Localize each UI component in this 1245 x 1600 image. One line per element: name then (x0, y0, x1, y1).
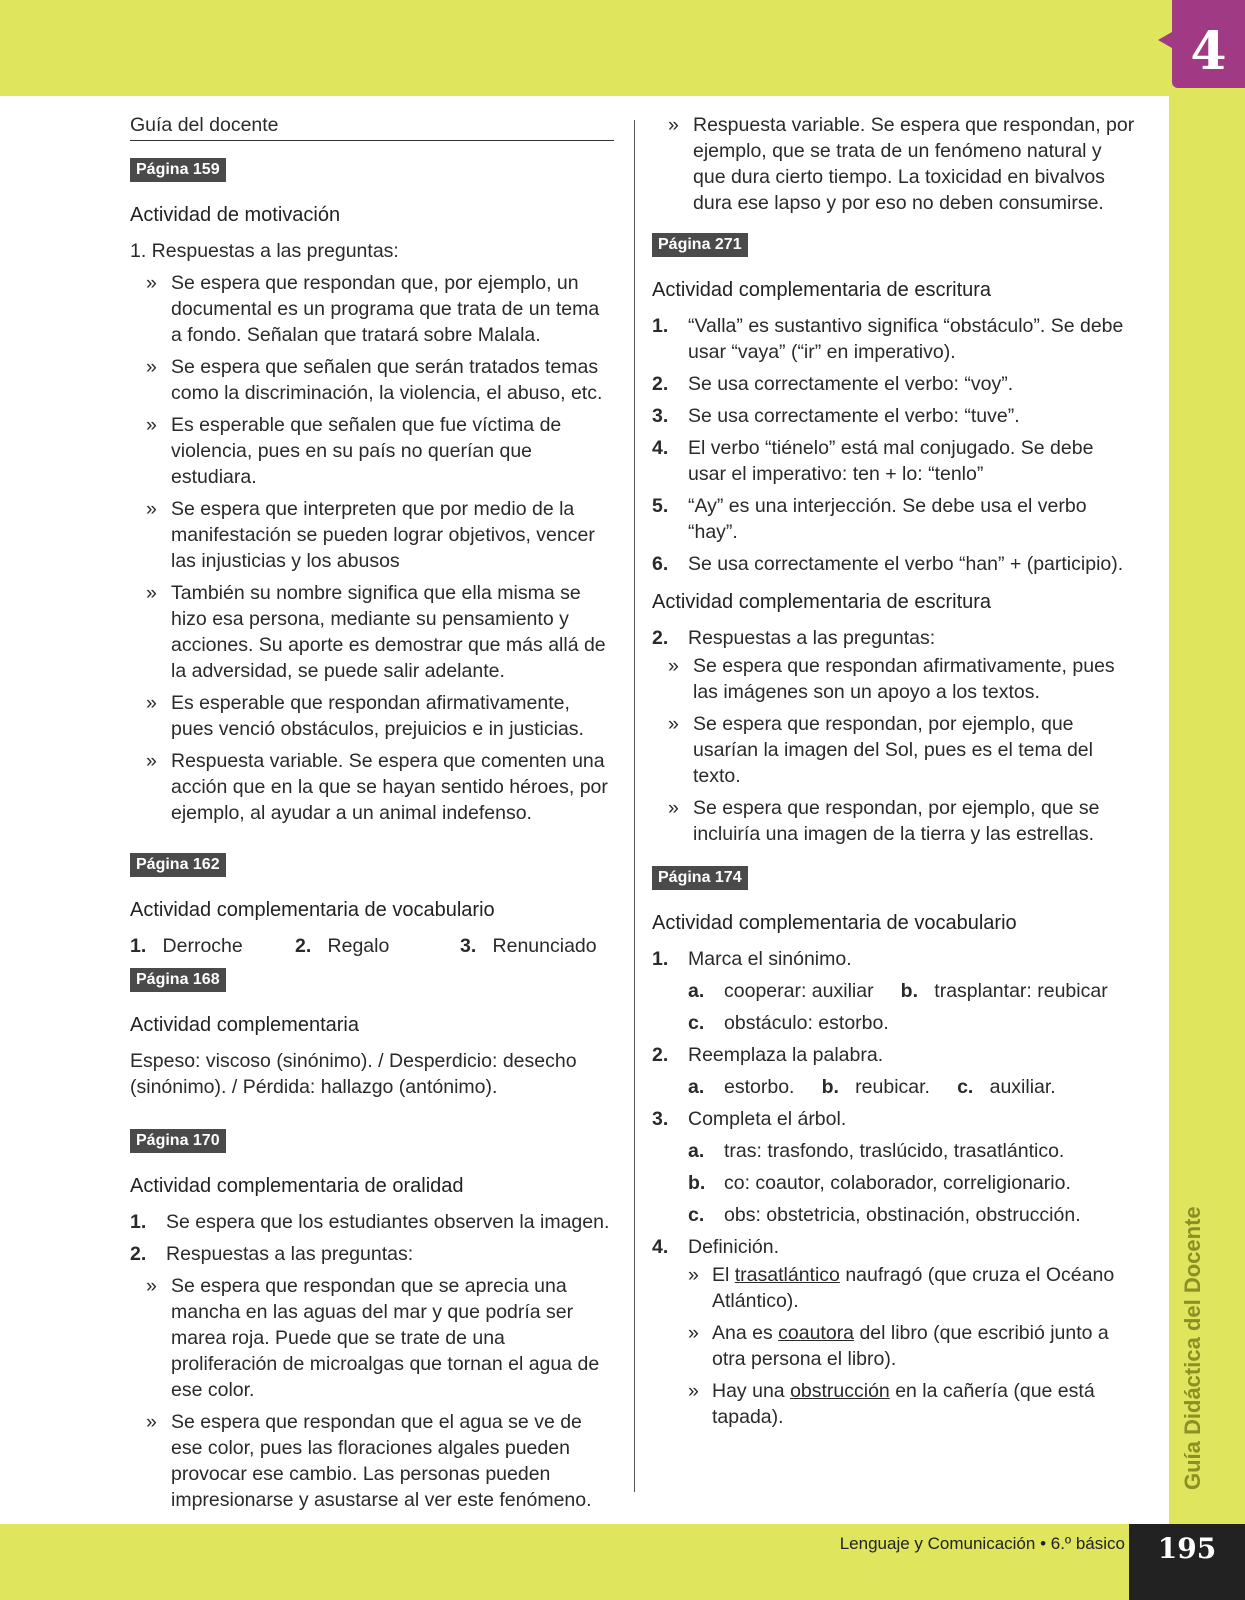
page-tag-162: Página 162 (130, 853, 226, 877)
item-text: cooperar: auxiliar (724, 980, 874, 1002)
side-label: Guía Didáctica del Docente (1180, 1206, 1205, 1490)
item-number: 6. (652, 553, 669, 575)
item-letter: c. (957, 1076, 974, 1098)
question-intro: 1. Respuestas a las preguntas: (130, 240, 399, 262)
lettered-item (652, 1010, 1136, 1036)
underlined-word: coautora (778, 1322, 855, 1344)
item-letter: b. (821, 1076, 839, 1098)
item-number: 3. (652, 405, 669, 427)
item-number: 2. (130, 1243, 147, 1265)
item-number: 5. (652, 495, 669, 517)
item-number: 1. (130, 1211, 147, 1233)
section-heading: Actividad complementaria de escritura (652, 591, 992, 613)
item-text: estorbo. (724, 1076, 795, 1098)
item-number: 4. (652, 437, 669, 459)
lettered-item (652, 1074, 1136, 1100)
section-heading: Actividad complementaria de oralidad (130, 1175, 464, 1197)
section-heading: Actividad complementaria de vocabulario (652, 912, 1017, 934)
definition-item (652, 1320, 1136, 1372)
underlined-word: trasatlántico (734, 1264, 840, 1286)
numbered-item (652, 435, 1136, 487)
left-column (130, 112, 614, 1519)
numbered-item (652, 625, 1136, 651)
text: del libro (que escribió junto a otra persona el libro). (712, 1322, 1109, 1370)
item-letter: c. (688, 1012, 705, 1034)
column-divider (634, 120, 635, 1492)
definition-item (652, 1378, 1136, 1430)
list-item: » Es esperable que señalen que fue víctima de violencia, pues en su país no querían que estudiara. (130, 412, 614, 490)
numbered-item (652, 946, 1136, 972)
item-text: Reemplaza la palabra. (688, 1044, 884, 1066)
paragraph: Espeso: viscoso (sinónimo). / Desperdicio: desecho (sinónimo). / Pérdida: hallazgo (antónimo). (130, 1050, 577, 1098)
numbered-item (130, 1241, 614, 1267)
section-heading: Actividad complementaria (130, 1014, 359, 1036)
list-item: » Es esperable que respondan afirmativamente, pues venció obstáculos, prejuicios e in justicias. (130, 690, 614, 742)
list-item: » Respuesta variable. Se espera que respondan, por ejemplo, que se trata de un fenómeno natural y que dura cierto tiempo. La toxicidad en bivalvos dura ese lapso y por eso no deben consumirse. (652, 112, 1136, 216)
item-text: Se usa correctamente el verbo: “voy”. (688, 373, 1014, 395)
page-tag-271: Página 271 (652, 233, 748, 257)
lettered-item (652, 1138, 1136, 1164)
numbered-item (652, 313, 1136, 365)
numbered-item (652, 551, 1136, 577)
item-text: co: coautor, colaborador, correligionario. (724, 1172, 1071, 1194)
list-item: » También su nombre significa que ella misma se hizo esa persona, mediante su pensamiento y acciones. Su aporte es demostrar que más allá de la adversidad, se puede salir adelante. (130, 580, 614, 684)
list-item: » Se espera que interpreten que por medio de la manifestación se pueden lograr objetivos, vencer las injusticias y los abusos (130, 496, 614, 574)
numbered-item (652, 493, 1136, 545)
item-text: Se usa correctamente el verbo “han” + (participio). (688, 553, 1124, 575)
numbered-item (652, 1106, 1136, 1132)
item-text: “Valla” es sustantivo significa “obstáculo”. Se debe usar “vaya” (“ir” en imperativo). (688, 315, 1124, 363)
page-tag-159: Página 159 (130, 158, 226, 182)
text: Hay una (712, 1380, 791, 1402)
item-number: 2. (652, 373, 669, 395)
numbered-item (652, 1234, 1136, 1260)
item-text: Definición. (688, 1236, 780, 1258)
list-item: » Se espera que respondan que, por ejemplo, un documental es un programa que trata de un tema a fondo. Señalan que tratará sobre Malala. (130, 270, 614, 348)
item-number: 2. (295, 935, 312, 957)
item-letter: b. (688, 1172, 706, 1194)
section-heading: Actividad complementaria de vocabulario (130, 899, 495, 921)
item-letter: b. (900, 980, 919, 1002)
item-text: reubicar. (855, 1076, 930, 1098)
text: naufragó (que cruza el Océano Atlántico). (712, 1264, 1115, 1312)
definition-item (652, 1262, 1136, 1314)
item-number: 1. (652, 315, 669, 337)
item-text: Se usa correctamente el verbo: “tuve”. (688, 405, 1020, 427)
item-text: Respuestas a las preguntas: (688, 627, 936, 649)
lettered-item (652, 978, 1136, 1004)
numbered-item (652, 403, 1136, 429)
page-tag-168: Página 168 (130, 968, 226, 992)
page-number: 195 (1129, 1524, 1245, 1600)
unit-number-tab: 4 (1172, 0, 1245, 88)
section-heading: Actividad de motivación (130, 204, 341, 226)
guide-title: Guía del docente (130, 112, 614, 141)
right-column (652, 112, 1136, 1436)
item-letter: a. (688, 1140, 705, 1162)
item-letter: a. (688, 980, 705, 1002)
underlined-word: obstrucción (790, 1380, 890, 1402)
answer: Derroche (162, 935, 243, 957)
item-text: Se espera que los estudiantes observen la imagen. (166, 1211, 610, 1233)
lettered-item (652, 1170, 1136, 1196)
numbered-item (652, 1042, 1136, 1068)
numbered-item (652, 371, 1136, 397)
numbered-item (130, 1209, 614, 1235)
item-text: trasplantar: reubicar (934, 980, 1108, 1002)
page-tag-174: Página 174 (652, 866, 748, 890)
list-item: » Se espera que respondan que se aprecia una mancha en las aguas del mar y que podría ser marea roja. Puede que se trate de una proliferación de microalgas que tornan el agua de ese color. (130, 1273, 614, 1403)
item-number: 3. (652, 1108, 669, 1130)
list-item: » Se espera que señalen que serán tratados temas como la discriminación, la violencia, el abuso, etc. (130, 354, 614, 406)
vocab-answers (130, 933, 614, 959)
item-text: “Ay” es una interjección. Se debe usa el verbo “hay”. (688, 495, 1087, 543)
item-number: 1. (130, 935, 147, 957)
item-number: 1. (652, 948, 669, 970)
answer: Regalo (327, 935, 390, 957)
item-letter: a. (688, 1076, 705, 1098)
list-item: » Se espera que respondan que el agua se ve de ese color, pues las floraciones algales pueden provocar ese cambio. Las personas pueden impresionarse y asustarse al ver este fenómeno. (130, 1409, 614, 1513)
top-band (0, 0, 1245, 96)
list-item: » Se espera que respondan afirmativamente, pues las imágenes son un apoyo a los textos. (652, 653, 1136, 705)
lettered-item (652, 1202, 1136, 1228)
page-tag-170: Página 170 (130, 1129, 226, 1153)
item-number: 2. (652, 627, 669, 649)
text: El (712, 1264, 735, 1286)
list-item: » Se espera que respondan, por ejemplo, que se incluiría una imagen de la tierra y las estrellas. (652, 795, 1136, 847)
section-heading: Actividad complementaria de escritura (652, 279, 992, 301)
item-text: El verbo “tiénelo” está mal conjugado. Se debe usar el imperativo: ten + lo: “tenlo” (688, 437, 1094, 485)
item-text: obs: obstetricia, obstinación, obstrucción. (724, 1204, 1081, 1226)
list-item: » Respuesta variable. Se espera que comenten una acción que en la que se hayan sentido héroes, por ejemplo, al ayudar a un animal indefenso. (130, 748, 614, 826)
item-text: Completa el árbol. (688, 1108, 847, 1130)
item-letter: c. (688, 1204, 705, 1226)
item-text: obstáculo: estorbo. (724, 1012, 889, 1034)
item-text: Marca el sinónimo. (688, 948, 852, 970)
item-number: 4. (652, 1236, 669, 1258)
answer: Renunciado (492, 935, 597, 957)
text: en la cañería (que está tapada). (712, 1380, 1095, 1428)
footer-text: Lenguaje y Comunicación • 6.º básico (839, 1534, 1125, 1553)
item-text: Respuestas a las preguntas: (166, 1243, 414, 1265)
list-item: » Se espera que respondan, por ejemplo, que usarían la imagen del Sol, pues es el tema del texto. (652, 711, 1136, 789)
item-number: 2. (652, 1044, 669, 1066)
item-number: 3. (460, 935, 477, 957)
item-text: tras: trasfondo, traslúcido, trasatlántico. (724, 1140, 1065, 1162)
item-text: auxiliar. (989, 1076, 1056, 1098)
text: Ana es (712, 1322, 779, 1344)
